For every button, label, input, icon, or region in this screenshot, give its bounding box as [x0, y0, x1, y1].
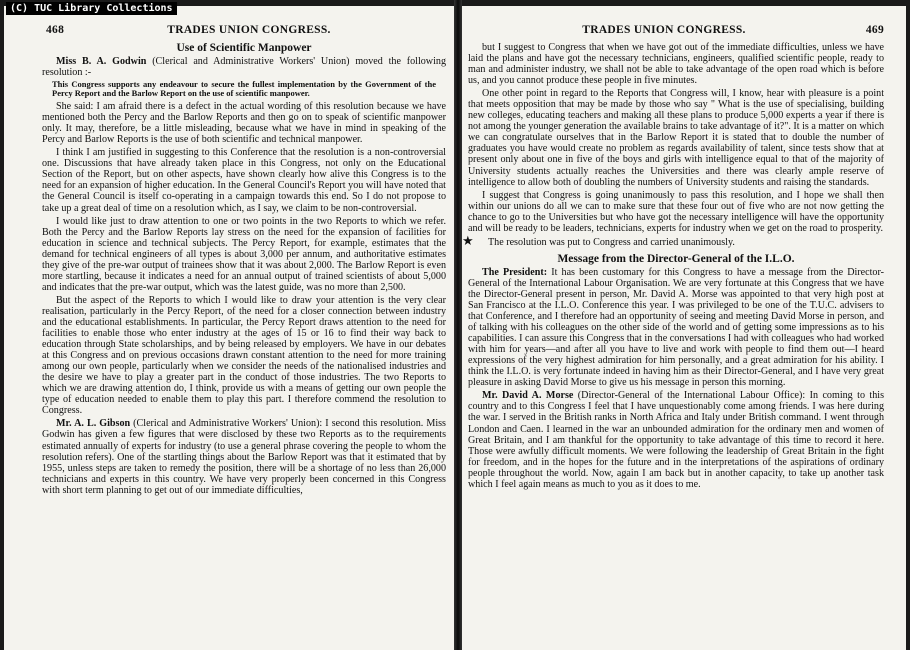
resolution-text: This Congress supports any endeavour to secure the fullest implementation by the Government of the Percy Report and the Barlow Report on the use of scientific manpower. [52, 79, 436, 99]
right-page [462, 6, 906, 650]
left-page-header [4, 20, 454, 42]
paragraph: I think I am justified in suggesting to this Conference that the resolution is a non-controversial one. Discussions that have already taken place in this Congress, not only on the Educational Section of the Report, but on other aspects, have shown clearly how alive this Congress is to the need for an expansion of higher education. In the General Council's Report you will have noted that the General Council is itself co-operating in a campaign towards this end. So I do not propose to take up a great deal of time on a resolution which, as I say, we claim to be non-controversial. [42, 147, 446, 214]
left-page [4, 6, 454, 650]
star-icon: ★ [462, 232, 474, 248]
right-running-title: TRADES UNION CONGRESS. [582, 24, 746, 36]
section-title-scientific-manpower: Use of Scientific Manpower [176, 42, 312, 54]
paragraph: But the aspect of the Reports to which I would like to draw your attention is the very clear realisation, particularly in the Percy Report, of the need for a closer connection between industry and the educational establishments. In particular, the Percy Report draws attention to the need for facilities to enable those who enter industry at the ages of 15 or 16 to find their way back to education through State scholarships, and by being released by employers. We have in our debates at this Congress and on previous occasions drawn constant attention to the need for more training among our own people, particularly when we consider the needs of the nationalised industries and the desire we have to play a greater part in the conduct of those industries. The two Reports to which we are drawing attention do, I think, provide us with a means of getting our own people the type of education needed to enable them to play this part. I therefore commend the resolution to Congress. [42, 294, 446, 417]
paragraph-morse [468, 390, 884, 489]
speaker-name: Mr. A. L. Gibson [56, 418, 131, 430]
right-page-body [462, 42, 884, 650]
book-gutter [454, 0, 462, 650]
paragraph: She said: I am afraid there is a defect in the actual wording of this resolution because we have mentioned both the Percy and the Barlow Reports and then go on to speak of scientific manpower only. It may, therefore, be a little misleading, because what we have in mind in speaking of the Percy and Barlow Reports is the use of both scientific and technical manpower. [42, 101, 446, 146]
paragraph-text: (Clerical and Administrative Workers' Union): I second this resolution. Miss Godwin has given a few figures that were disclosed by these two Reports as to the requirements estimated annually of experts for industry (to use a general phrase covering the people to whom the resolution refers). One of the startling things about the Barlow Report was that it estimated that by 1955, unless steps are taken to remedy the position, there will be a shortage of no less than 26,000 technicians and experts in this country. We have very properly been concerned in this Congress with short term planning to get out of our immediate difficulties, [42, 418, 446, 496]
paragraph-president [468, 267, 884, 389]
paragraph: One other point in regard to the Reports that Congress will, I know, hear with pleasure is a point that meets opposition that may be made by those who say " What is the use of specialising, building new colleges, educating teachers and making all these plans to produce 5,000 experts a year if there is not among the younger generation the available brains to take advantage of it?". It is a matter on which we can congratulate ourselves that in the Barlow Report it is stated that to double the number of graduates you have would create no problem as regards availability of talent, since tests show that at present only about one in five of the boys and girls with intelligence equal to that of the majority of University students actually reaches the Universities and there was clearly ample reserve of intelligence to allow both of doubling the numbers of University students and raising the standards. [468, 88, 884, 188]
left-page-number: 468 [46, 24, 65, 36]
left-running-title: TRADES UNION CONGRESS. [167, 24, 331, 36]
paragraph-text: (Clerical and Administrative Workers' Union) moved the following resolution :- [42, 56, 446, 79]
right-page-number: 469 [865, 24, 884, 36]
paragraph: I would like just to draw attention to one or two points in the two Reports to which we refer. Both the Percy and the Barlow Reports lay stress on the need for the expansion of facilities for education in science and technical subjects. The Percy Report, for example, estimates that the demand for technical engineers of all types is about 3,000 per annum, and authoritative estimates they give of the pre-war output of trainees show that it was about 2,000. The Barlow Report is even more startling, because it indicates a need for an annual output of trained scientists of about 5,000 and indicates that the pre-war output, which was the latest guide, was no more than 2,500. [42, 215, 446, 293]
paragraph: but I suggest to Congress that when we have got out of the immediate difficulties, unless we have laid the plans and have got the necessary technicians, engineers, qualified scientific people, ready to man and administer industry, we shall not be able to take advantage of the open road which is before us, and you cannot produce these people in five minutes. [468, 42, 884, 87]
carried-text: The resolution was put to Congress and carried unanimously. [488, 236, 735, 248]
right-page-header [462, 20, 906, 42]
copyright-watermark: (C) TUC Library Collections [6, 2, 177, 15]
speaker-name: Mr. David A. Morse [482, 390, 574, 402]
left-page-body [42, 42, 446, 650]
paragraph-text: It has been customary for this Congress to have a message from the Director-General of the International Labour Organisation. We are very fortunate at this Congress that we have the Director-General present in person, Mr. David A. Morse was appointed to that very high post at San Francisco at the I.L.O. Conference this year. I was privileged to be one of the T.U.C. advisers to that Conference, and I therefore had an opportunity of seeing and meeting David Morse in person, and of talking with his colleagues on the other side of the world and of getting some impressions as to his capabilities. I can assure this Congress that in the conversations I had with colleagues who had worked with him for years—and after all you have to live and work with people to find them out—I heard expressions of the very highest admiration for him personally, and a great admiration for his ability. I think the I.L.O. is very fortunate indeed in having him as their Director-General, and I have very great pleasure in asking David Morse to give us his message in person this morning. [468, 266, 884, 389]
carried-unanimously-note [462, 232, 884, 248]
speaker-name: Miss B. A. Godwin [56, 56, 147, 67]
paragraph-seconder [42, 418, 446, 495]
paragraph-motion [42, 56, 446, 78]
paragraph: I suggest that Congress is going unanimously to pass this resolution, and I hope we shall then within our unions do all we can to make sure that these four out of five who are not now getting the chance to go to the Universities but who have got the necessary intelligence will have the opportunity and will be ready to be leaders, technicians, experts for industry when we get on the road to prosperity. [468, 189, 884, 234]
speaker-name: The President: [482, 266, 548, 278]
paragraph-text: (Director-General of the International Labour Office): In coming to this country and to this Congress I feel that I have unquestionably come among friends. I was here during the war. I served in the British ranks in North Africa and Italy under British command. I went through London and Caen. I learned in the war an unbounded admiration for the ordinary men and women of Great Britain, and I am thankful for the opportunity to take advantage of this time to record it here. Those were awfully difficult moments. We were following the leadership of Great Britain in the fight for freedom, and in the hopes for the future and in the interpretations of the aspirations of ordinary people throughout the world. Now, again I am back but in another capacity, to take up another task which I feel again means as much to you as it does to me. [468, 390, 884, 490]
section-title-ilo-message: Message from the Director-General of the I.L.O. [557, 252, 795, 265]
